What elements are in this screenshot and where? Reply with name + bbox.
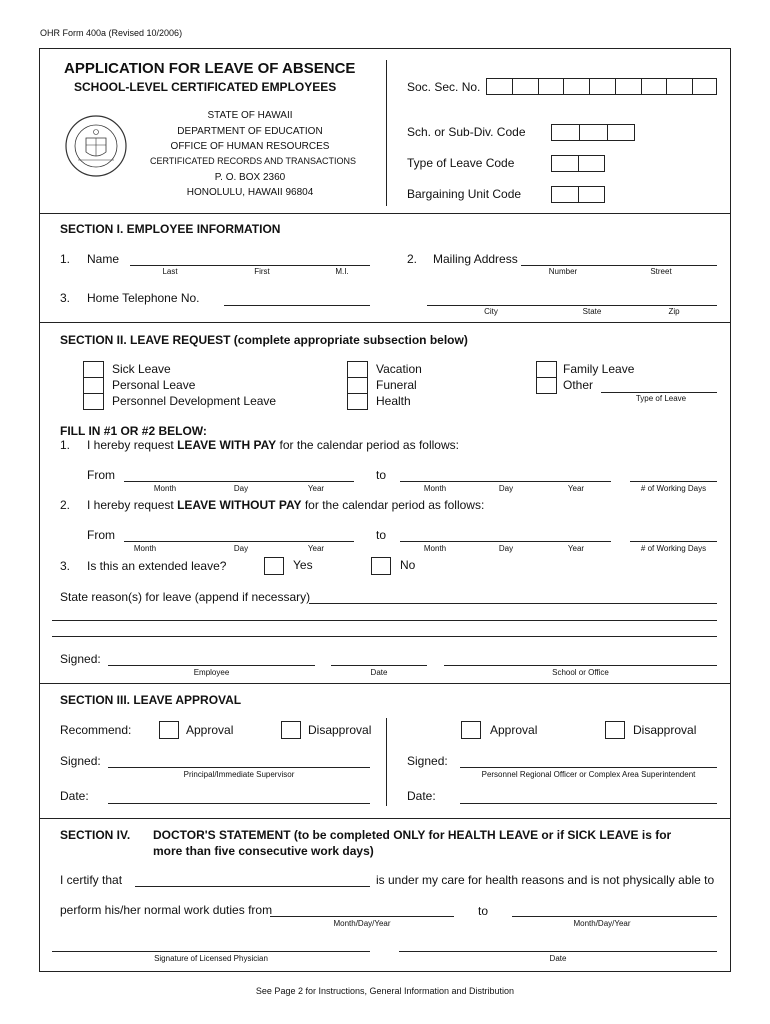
- other-leave-checkbox[interactable]: [537, 378, 556, 393]
- form-subtitle: SCHOOL-LEVEL CERTIFICATED EMPLOYEES: [74, 80, 337, 94]
- section4-heading: DOCTOR'S STATEMENT (to be completed ONLY for HEALTH LEAVE or if SICK LEAVE is for: [153, 828, 672, 842]
- disapproval-label: Disapproval: [308, 723, 372, 737]
- with-pay-from-date-input[interactable]: [124, 481, 354, 482]
- field-caption: Signature of Licensed Physician: [154, 954, 268, 963]
- family-leave-checkbox[interactable]: [537, 362, 556, 378]
- to-label: to: [376, 468, 387, 482]
- with-pay-working-days-input[interactable]: [630, 481, 717, 482]
- from-label: From: [87, 468, 115, 482]
- field-caption: Type of Leave: [635, 394, 687, 403]
- employee-signature-input[interactable]: [108, 665, 315, 666]
- personal-leave-checkbox[interactable]: [84, 378, 103, 394]
- address-line: HONOLULU, HAWAII 96804: [186, 187, 314, 198]
- approval-label: Approval: [186, 723, 234, 737]
- section-divider: [39, 818, 731, 819]
- patient-name-input[interactable]: [135, 886, 370, 887]
- field-caption: School or Office: [552, 668, 609, 677]
- field-caption: # of Working Days: [640, 544, 707, 553]
- section4-heading-continued: more than five consecutive work days): [153, 844, 374, 858]
- bargaining-code-label: Bargaining Unit Code: [407, 187, 522, 201]
- field-caption: Day: [498, 544, 514, 553]
- field-caption: Date: [370, 668, 388, 677]
- field-caption: Personnel Regional Officer or Complex Area Superintendent: [481, 770, 696, 779]
- development-leave-label: Personnel Development Leave: [112, 394, 277, 408]
- section2-heading: SECTION II. LEAVE REQUEST (complete appropriate subsection below): [60, 333, 468, 347]
- sick-leave-checkbox[interactable]: [84, 362, 103, 378]
- item-number: 2.: [407, 252, 418, 266]
- signed-label: Signed:: [60, 754, 101, 768]
- recommend-label: Recommend:: [60, 723, 132, 737]
- regional-disapproval-checkbox[interactable]: [605, 721, 625, 739]
- header-divider: [386, 60, 387, 206]
- state-seal-icon: [64, 114, 128, 178]
- reason-continuation-line[interactable]: [52, 636, 717, 637]
- field-caption: Month: [423, 484, 447, 493]
- mailing-address-input[interactable]: [521, 265, 717, 266]
- principal-approval-checkbox[interactable]: [159, 721, 179, 739]
- without-pay-working-days-input[interactable]: [630, 541, 717, 542]
- health-checkbox[interactable]: [348, 394, 367, 409]
- funeral-checkbox[interactable]: [348, 378, 367, 394]
- leave-with-pay-statement: I hereby request LEAVE WITH PAY for the calendar period as follows:: [87, 438, 459, 452]
- vacation-checkbox[interactable]: [348, 362, 367, 378]
- to-label: to: [376, 528, 387, 542]
- physician-date-input[interactable]: [399, 951, 717, 952]
- reason-continuation-line[interactable]: [52, 620, 717, 621]
- family-leave-label: Family Leave: [563, 362, 635, 376]
- item-number: 1.: [60, 252, 71, 266]
- item-number: 1.: [60, 438, 71, 452]
- disapproval-label: Disapproval: [633, 723, 697, 737]
- regional-signature-input[interactable]: [460, 767, 717, 768]
- unable-from-date-input[interactable]: [270, 916, 454, 917]
- form-title: APPLICATION FOR LEAVE OF ABSENCE: [64, 60, 356, 77]
- school-code-field[interactable]: [551, 124, 635, 141]
- health-label: Health: [376, 394, 411, 408]
- other-leave-label: Other: [563, 378, 594, 392]
- field-caption: Last: [162, 267, 178, 276]
- ssn-field[interactable]: [486, 78, 717, 95]
- field-caption: Zip: [668, 307, 680, 316]
- field-caption: Principal/Immediate Supervisor: [183, 770, 295, 779]
- field-caption: Street: [650, 267, 672, 276]
- extended-leave-label: Is this an extended leave?: [87, 559, 227, 573]
- sick-leave-label: Sick Leave: [112, 362, 171, 376]
- reason-input[interactable]: [309, 603, 717, 604]
- funeral-label: Funeral: [376, 378, 417, 392]
- field-caption: Month: [133, 544, 157, 553]
- address-line: P. O. BOX 2360: [214, 172, 286, 183]
- physician-signature-input[interactable]: [52, 951, 370, 952]
- field-caption: Year: [307, 484, 325, 493]
- field-caption: Day: [233, 484, 249, 493]
- development-leave-checkbox[interactable]: [84, 394, 103, 409]
- to-label: to: [478, 904, 489, 918]
- field-caption: Day: [233, 544, 249, 553]
- extended-no-checkbox[interactable]: [371, 557, 391, 575]
- no-label: No: [400, 558, 416, 572]
- item-number: 3.: [60, 291, 71, 305]
- name-input[interactable]: [130, 265, 370, 266]
- principal-signature-input[interactable]: [108, 767, 370, 768]
- section-divider: [39, 213, 731, 214]
- field-caption: State: [582, 307, 602, 316]
- item-number: 2.: [60, 498, 71, 512]
- field-caption: Month: [153, 484, 177, 493]
- leave-without-pay-statement: I hereby request LEAVE WITHOUT PAY for the calendar period as follows:: [87, 498, 485, 512]
- field-caption: Date: [549, 954, 567, 963]
- address-line: OFFICE OF HUMAN RESOURCES: [170, 141, 330, 152]
- bargaining-code-field[interactable]: [551, 186, 605, 203]
- principal-date-input[interactable]: [108, 803, 370, 804]
- field-caption: M.I.: [335, 267, 349, 276]
- under-care-text: is under my care for health reasons and is not physically able to: [376, 873, 715, 887]
- section3-heading: SECTION III. LEAVE APPROVAL: [60, 693, 242, 707]
- field-caption: Day: [498, 484, 514, 493]
- section-divider: [39, 322, 731, 323]
- address-line: STATE OF HAWAII: [207, 110, 293, 121]
- yes-label: Yes: [293, 558, 313, 572]
- address-line: CERTIFICATED RECORDS AND TRANSACTIONS: [150, 156, 357, 166]
- ssn-label: Soc. Sec. No.: [407, 80, 481, 94]
- from-label: From: [87, 528, 115, 542]
- without-pay-from-date-input[interactable]: [124, 541, 354, 542]
- address-line: DEPARTMENT OF EDUCATION: [177, 126, 323, 137]
- principal-disapproval-checkbox[interactable]: [281, 721, 301, 739]
- other-leave-type-input[interactable]: [601, 392, 717, 393]
- field-caption: Year: [307, 544, 325, 553]
- date-label: Date:: [407, 789, 436, 803]
- field-caption: City: [484, 307, 498, 316]
- employee-date-input[interactable]: [331, 665, 427, 666]
- leave-checkbox-group: [347, 361, 368, 410]
- signed-label: Signed:: [407, 754, 448, 768]
- footer-note: See Page 2 for Instructions, General Information and Distribution: [255, 986, 515, 996]
- personal-leave-label: Personal Leave: [112, 378, 196, 392]
- perform-duties-text: perform his/her normal work duties from: [60, 903, 273, 917]
- unable-to-date-input[interactable]: [512, 916, 717, 917]
- leave-code-label: Type of Leave Code: [407, 156, 515, 170]
- certify-label: I certify that: [60, 873, 123, 887]
- school-code-label: Sch. or Sub-Div. Code: [407, 125, 526, 139]
- field-caption: Month: [423, 544, 447, 553]
- with-pay-to-date-input[interactable]: [400, 481, 611, 482]
- field-caption: Number: [548, 267, 578, 276]
- vacation-label: Vacation: [376, 362, 422, 376]
- leave-checkbox-group: [83, 361, 104, 410]
- extended-yes-checkbox[interactable]: [264, 557, 284, 575]
- leave-code-field[interactable]: [551, 155, 605, 172]
- section-divider: [39, 683, 731, 684]
- field-caption: Month/Day/Year: [333, 919, 391, 928]
- regional-date-input[interactable]: [460, 803, 717, 804]
- field-caption: First: [254, 267, 270, 276]
- field-caption: Month/Day/Year: [573, 919, 631, 928]
- date-label: Date:: [60, 789, 89, 803]
- city-state-zip-input[interactable]: [427, 305, 717, 306]
- fill-in-instruction: FILL IN #1 OR #2 BELOW:: [60, 424, 207, 438]
- field-caption: Year: [567, 544, 585, 553]
- field-caption: Employee: [193, 668, 230, 677]
- mailing-address-label: Mailing Address: [433, 252, 518, 266]
- signed-label: Signed:: [60, 652, 101, 666]
- field-caption: # of Working Days: [640, 484, 707, 493]
- leave-checkbox-group: [536, 361, 557, 394]
- item-number: 3.: [60, 559, 71, 573]
- approval-label: Approval: [490, 723, 538, 737]
- name-label: Name: [87, 252, 120, 266]
- form-id: OHR Form 400a (Revised 10/2006): [40, 28, 183, 38]
- field-caption: Year: [567, 484, 585, 493]
- regional-approval-checkbox[interactable]: [461, 721, 481, 739]
- home-phone-label: Home Telephone No.: [87, 291, 200, 305]
- reason-label: State reason(s) for leave (append if necessary): [60, 590, 311, 604]
- section1-heading: SECTION I. EMPLOYEE INFORMATION: [60, 222, 281, 236]
- without-pay-to-date-input[interactable]: [400, 541, 611, 542]
- section4-label: SECTION IV.: [60, 828, 131, 842]
- approval-divider: [386, 718, 387, 806]
- home-phone-input[interactable]: [224, 305, 370, 306]
- school-office-input[interactable]: [444, 665, 717, 666]
